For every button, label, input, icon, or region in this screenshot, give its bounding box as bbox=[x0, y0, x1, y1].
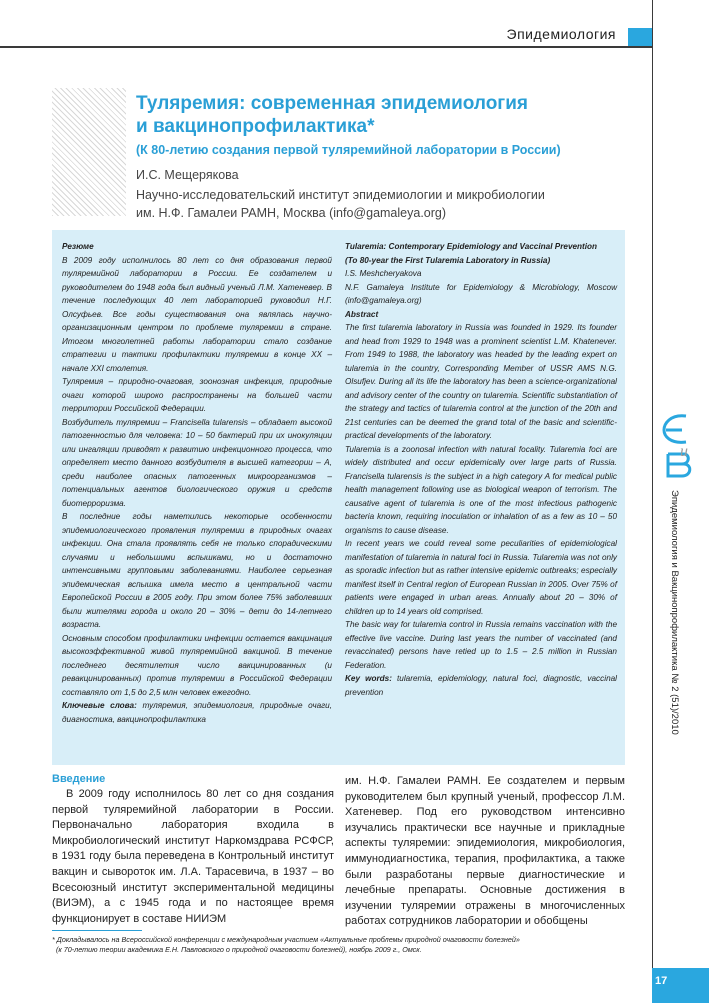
resume-column bbox=[62, 240, 332, 726]
intro-heading: Введение bbox=[52, 773, 106, 785]
footnote-line: * Докладывалось на Всероссийской конференции с международным участием «Актуальные проблемы природной очаговости болезней» bbox=[52, 935, 520, 944]
abstract-title: Tularemia: Contemporary Epidemiology and Vaccinal Prevention bbox=[345, 242, 598, 251]
article-title bbox=[136, 92, 636, 138]
footnote-rule bbox=[52, 930, 142, 931]
margin-rule bbox=[652, 0, 653, 968]
article-subtitle: (К 80-летию создания первой туляремийной лаборатории в России) bbox=[136, 143, 561, 157]
affiliation bbox=[136, 186, 636, 222]
resume-paragraph: Туляремия – природно-очаговая, зоонозная инфекция, природные очаги которой широко распространены на большей части территории Российской Федерации. bbox=[62, 377, 332, 413]
body-paragraph: В 2009 году исполнилось 80 лет со дня создания первой туляремийной лаборатории в России. Первоначально лаборатория входила в Микробиологический институт Наркомздрава РСФСР, в 1931 году была переведена в Контрольный институт вакцин и сывороток им. Л.А. Тарасевича, в 1937 – во Всесоюзный институт экспериментальной медицины (ВИЭМ), а с 1945 года и по настоящее время функционирует в составе НИИЭМ bbox=[52, 788, 334, 925]
abstract-keywords bbox=[345, 672, 617, 699]
title-line: Туляремия: современная эпидемиология bbox=[136, 93, 528, 114]
body-column-left bbox=[52, 787, 334, 927]
abstract-paragraph: In recent years we could reveal some peculiarities of epidemiological manifestation of tularemia in natural foci in Russia. Tularemia was not only as sporadic infection but as rather intensive epidemic outbreaks; especially manifest itself in Central region of European Russian in 2005. Over 75% of patients were engaged in urban areas. Annually about 20 – 30% of children up to 14 years old comprised. bbox=[345, 539, 617, 616]
abstract-subtitle: (To 80-year the First Tularemia Laboratory in Russia) bbox=[345, 255, 551, 265]
affiliation-line: Научно-исследовательский институт эпидемиологии и микробиологии bbox=[136, 188, 545, 202]
footnote bbox=[52, 935, 622, 955]
keywords-label: Key words: bbox=[345, 674, 392, 683]
section-title: Эпидемиология bbox=[506, 26, 616, 42]
section-marker bbox=[628, 28, 652, 46]
resume-paragraph: В последние годы наметились некоторые особенности эпидемиологического проявления туляремии в природных очагах инфекции. Она стала проявлять себя не только спорадическими случаями и небольшими вспышками, но и достаточно интенсивными групповыми заболеваниями. Наиболее серьезная эпидемическая вспышка имела место в центральной части Европейской России в 2005 году. При этом более 75% заболевших были жителями города и около 20 – 30% – дети до 14-летнего возраста. bbox=[62, 512, 332, 629]
body-paragraph: им. Н.Ф. Гамалеи РАМН. Ее создателем и первым руководителем был крупный ученый, профессор Л.М. Хатеневер. Под его руководством интенсивно изучались практически все научные и прикладные аспекты туляремии: эпидемиология, микробиология, иммунодиагностика, терапия, профилактика, а также были разработаны первые диагностические и лечебные препараты. Основные достижения в изучении туляремии отражены в многочисленных работах сотрудников лаборатории и обобщены bbox=[345, 775, 625, 928]
abstract-author: I.S. Meshcheryakova bbox=[345, 269, 422, 278]
keywords-text: tularemia, epidemiology, natural foci, diagnostic, vaccinal prevention bbox=[345, 674, 617, 697]
decorative-hatch bbox=[52, 88, 126, 216]
abstract-paragraph: The first tularemia laboratory in Russia was founded in 1929. Its founder and head from 1929 to 1948 was a prominent scientist L.M. Khatenever. From 1949 to 1988, the laboratory was headed by the leading expert on tularemia in the country, Corresponding Member of USSR AMS N.G. Olsufjev. During all its life the laboratory has been a science-organizational and advisory center of the country on tularemia. Scientific substantiation of the strategy and tactics of tularemia control at the junction of the 20th and 21st centuries can be deemed the grand total of the basic and scientific-practical developments of the laboratory. bbox=[345, 323, 617, 440]
resume-paragraph: Возбудитель туляремии – Francisella tularensis – обладает высокой патогенностью для человека: 10 – 50 бактерий при их инокуляции или ингаляции приводят к развитию инфекционного процесса, что определяет место данного возбудителя в высшей категории – А, среди наиболее опасных патогенных микроорганизмов – потенциальных агентов биологического оружия и средств биотерроризма. bbox=[62, 417, 332, 508]
abstract-paragraph: Tularemia is a zoonosal infection with natural focality. Tularemia foci are widely distributed and occur epidemically over large parts of Russia. Francisella tularensis is the subject in a high category A for medical public health management following use as biological weapon of terrorism. The causative agent of tularemia is one of the most infectious pathogenic bacteria known, requiring inoculation or inhalation of as a few as 10 – 50 organisms to cause disease. bbox=[345, 444, 617, 535]
resume-paragraph: Основным способом профилактики инфекции остается вакцинация высокоэффективной живой туляремийной вакциной. В течение последнего десятилетия число вакцинированных (и ревакцинированных) против туляремии в Российской Федерации составляло от 1,5 до 2,5 млн человек ежегодно. bbox=[62, 633, 332, 697]
abstract-heading: Abstract bbox=[345, 309, 379, 319]
abstract-affiliation: N.F. Gamaleya Institute for Epidemiology & Microbiology, Moscow (info@gamaleya.org) bbox=[345, 282, 617, 305]
body-column-right bbox=[345, 774, 625, 930]
affiliation-line: им. Н.Ф. Гамалеи РАМН, Москва (info@gamaleya.org) bbox=[136, 206, 447, 220]
journal-sidebar bbox=[668, 490, 682, 735]
header-rule bbox=[0, 46, 652, 48]
journal-logo-icon bbox=[656, 410, 696, 490]
resume-paragraph: В 2009 году исполнилось 80 лет со дня образования первой туляремийной лаборатории в России. Ее создателем и руководителем до 1948 года был видный ученый Л.М. Хатеневер. В течение последующих 40 лет лабораторией руководил Н.Г. Олсуфьев. Все годы существования она являлась научно-организационным центром по проблеме туляремии в стране. Итогом многолетней работы лаборатории стало создание стратегии и тактики профилактики туляремии в конце XX – начале XXI столетия. bbox=[62, 255, 332, 373]
keywords-label: Ключевые слова: bbox=[62, 701, 137, 710]
journal-name: Эпидемиология и Вакцинопрофилактика № 2 (51)/2010 bbox=[669, 490, 680, 735]
title-line: и вакцинопрофилактика* bbox=[136, 116, 375, 137]
page-number: 17 bbox=[655, 975, 668, 987]
keywords-text: туляремия, эпидемиология, природные очаги, диагностика, вакцинопрофилактика bbox=[62, 701, 332, 724]
author: И.С. Мещерякова bbox=[136, 168, 239, 182]
resume-keywords bbox=[62, 699, 332, 726]
abstract-paragraph: The basic way for tularemia control in Russia remains vaccination with the effective live vaccine. During last years the number of vaccinated (and revaccinated) persons have retied up to 1.5 – 2.5 million in Russian Federation. bbox=[345, 620, 617, 670]
footnote-line: (к 70-летию теории академика Е.Н. Павловского о природной очаговости болезней), ноябрь 2009 г., Омск. bbox=[56, 945, 422, 954]
resume-heading: Резюме bbox=[62, 242, 94, 251]
abstract-column bbox=[345, 240, 617, 699]
svg-text:и: и bbox=[680, 443, 688, 460]
